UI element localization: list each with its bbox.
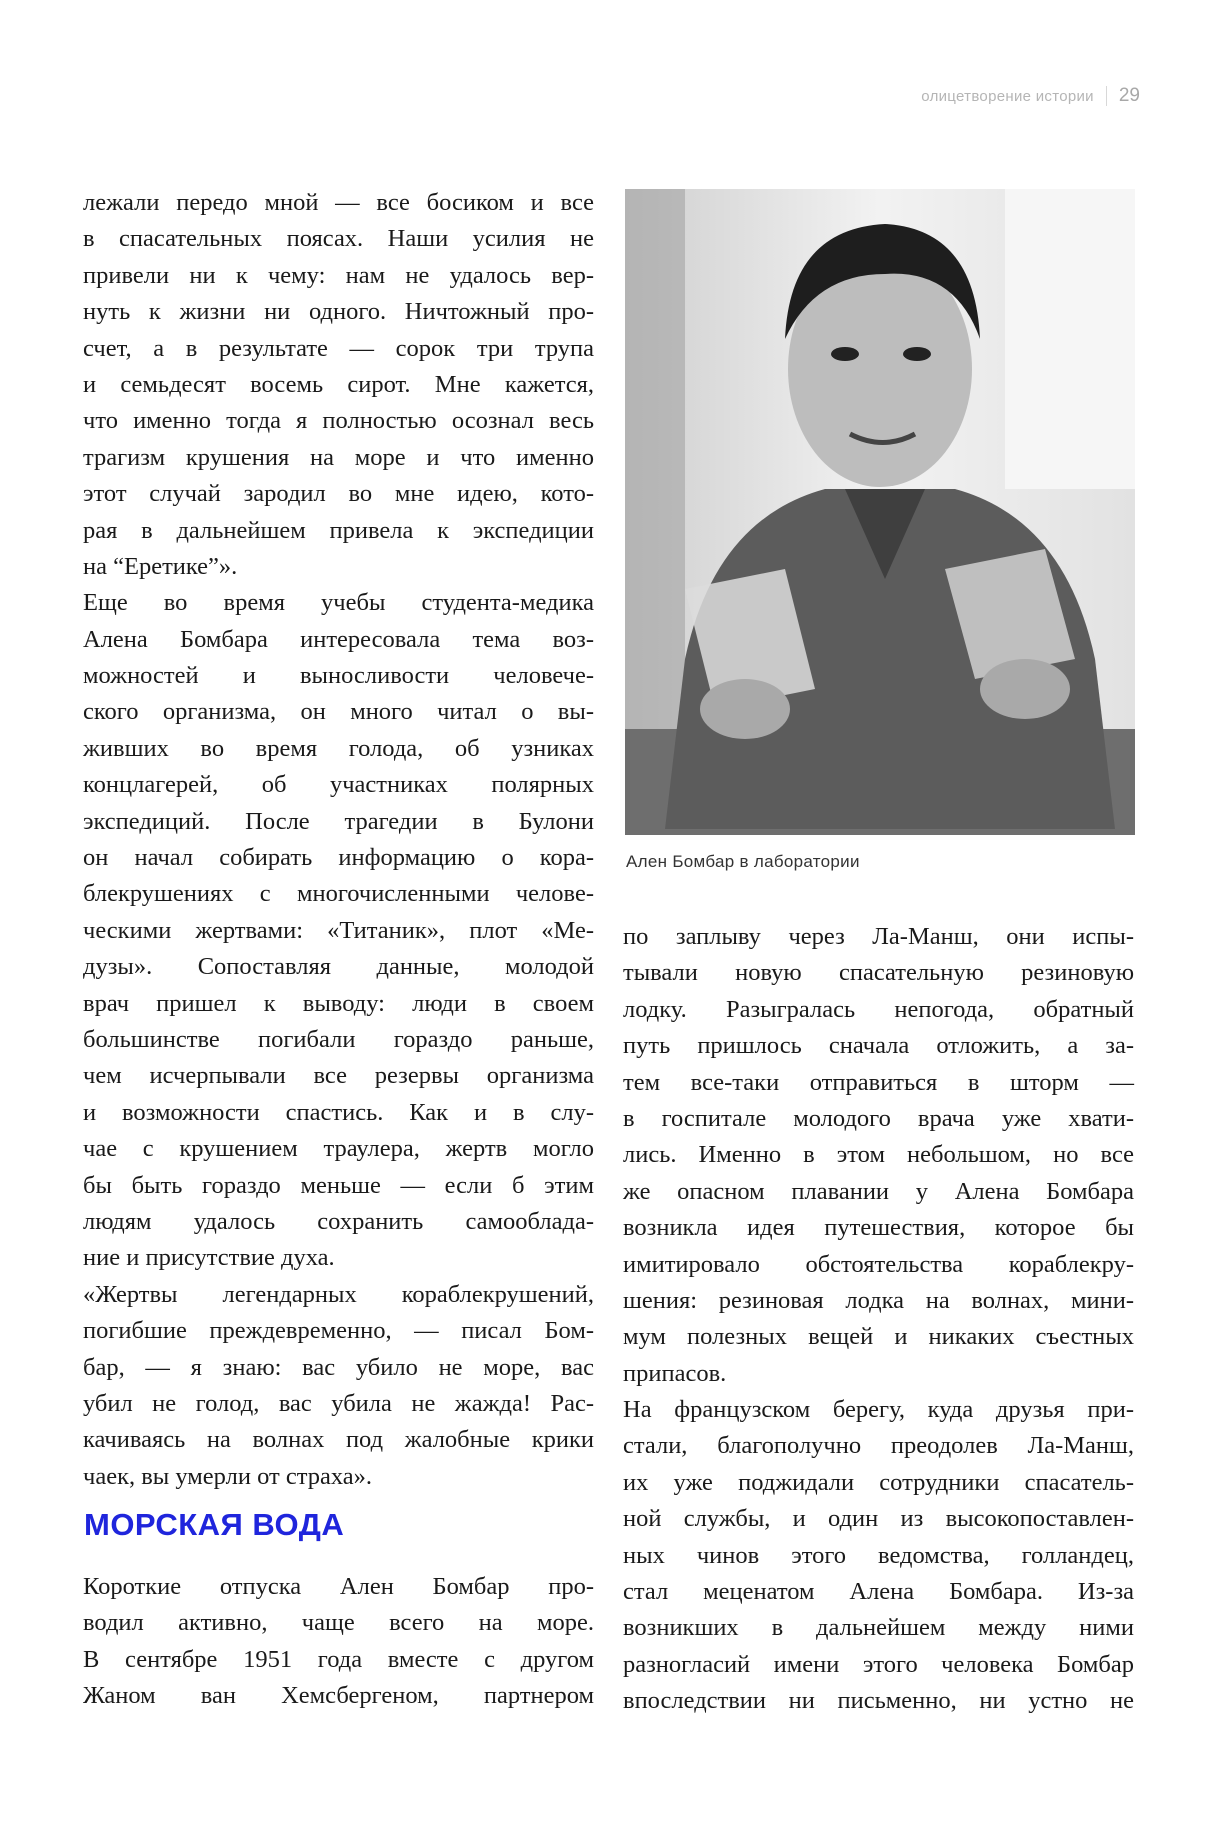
text-line: Еще во время учебы студента-медика	[83, 589, 594, 617]
paragraph	[83, 185, 594, 585]
text-line: чаек, вы умерли от страха».	[83, 1462, 373, 1490]
text-line: их уже поджидали сотрудники спасатель-	[623, 1468, 1134, 1496]
text-line: в госпитале молодого врача уже хвати-	[623, 1104, 1134, 1132]
text-line: ческими жертвами: «Титаник», плот «Ме-	[83, 916, 594, 944]
text-line: ных чинов этого ведомства, голландец,	[623, 1541, 1134, 1569]
left-column-top	[83, 185, 594, 1495]
text-line: погибшие преждевременно, — писал Бом-	[83, 1317, 594, 1345]
text-line: нуть к жизни ни одного. Ничтожный про-	[83, 298, 594, 326]
paragraph	[83, 585, 594, 1276]
page-number: 29	[1118, 85, 1140, 106]
portrait-photo	[625, 189, 1135, 835]
paragraph	[83, 1277, 594, 1495]
text-line: бар, — я знаю: вас убило не море, вас	[83, 1353, 594, 1381]
text-line: бы быть гораздо меньше — если б этим	[83, 1171, 594, 1199]
text-line: впоследствии ни письменно, ни устно не	[623, 1687, 1134, 1715]
text-line: можностей и выносливости человече-	[83, 662, 594, 690]
text-line: этот случай зародил во мне идею, кото-	[83, 480, 594, 508]
text-line: Алена Бомбара интересовала тема воз-	[83, 625, 594, 653]
text-line: стал меценатом Алена Бомбара. Из-за	[623, 1578, 1134, 1606]
text-line: людям удалось сохранить самооблада-	[83, 1207, 594, 1235]
separator	[1106, 86, 1107, 106]
photo-image	[625, 189, 1135, 835]
text-line: же опасном плавании у Алена Бомбара	[623, 1177, 1134, 1205]
text-line: качиваясь на волнах под жалобные крики	[83, 1426, 594, 1454]
text-line: и семьдесят восемь сирот. Мне кажется,	[83, 370, 594, 398]
text-line: Короткие отпуска Ален Бомбар про-	[83, 1573, 594, 1600]
text-line: экспедиций. После трагедии в Булони	[83, 807, 594, 835]
text-line: «Жертвы легендарных кораблекрушений,	[83, 1280, 594, 1308]
text-line: большинстве погибали гораздо раньше,	[83, 1025, 594, 1053]
text-line: ной службы, и один из высокопоставлен-	[623, 1505, 1134, 1533]
text-line: ние и присутствие духа.	[83, 1244, 335, 1272]
paragraph	[83, 1569, 594, 1715]
running-head	[850, 84, 1140, 108]
section-title: олицетворение истории	[921, 87, 1094, 105]
text-line: лежали передо мной — все босиком и все	[83, 189, 594, 216]
paragraph	[623, 919, 1134, 1392]
text-line: рая в дальнейшем привела к экспедиции	[83, 516, 594, 544]
text-line: живших во время голода, об узниках	[83, 734, 594, 762]
text-line: на “Еретике”».	[83, 552, 238, 580]
text-line: стали, благополучно преодолев Ла-Манш,	[623, 1432, 1134, 1460]
text-line: врач пришел к выводу: люди в своем	[83, 989, 594, 1017]
text-line: В сентябре 1951 года вместе с другом	[83, 1645, 594, 1673]
text-line: блекрушениях с многочисленными челове-	[83, 880, 594, 908]
text-line: разногласий имени этого человека Бомбар	[623, 1650, 1134, 1678]
text-line: мум полезных вещей и никаких съестных	[623, 1323, 1134, 1351]
text-line: возникших в дальнейшем между ними	[623, 1614, 1134, 1642]
text-line: привели ни к чему: нам не удалось вер-	[83, 261, 594, 289]
text-line: Жаном ван Хемсбергеном, партнером	[83, 1682, 594, 1710]
text-line: путь пришлось сначала отложить, а за-	[623, 1032, 1134, 1060]
text-line: ского организма, он много читал о вы-	[83, 698, 594, 726]
section-heading: МОРСКАЯ ВОДА	[84, 1507, 345, 1542]
text-line: он начал собирать информацию о кора-	[83, 844, 594, 872]
text-line: лись. Именно в этом небольшом, но все	[623, 1141, 1134, 1169]
text-line: концлагерей, об участниках полярных	[83, 771, 594, 799]
text-line: дузы». Сопоставляя данные, молодой	[83, 953, 594, 981]
text-line: и возможности спастись. Как и в слу-	[83, 1098, 594, 1126]
text-line: чем исчерпывали все резервы организма	[83, 1062, 594, 1090]
text-line: счет, а в результате — сорок три трупа	[83, 334, 594, 362]
text-line: тывали новую спасательную резиновую	[623, 959, 1134, 987]
text-line: возникла идея путешествия, которое бы	[623, 1214, 1134, 1242]
right-column	[623, 919, 1134, 1720]
text-line: чае с крушением траулера, жертв могло	[83, 1135, 594, 1163]
text-line: имитировало обстоятельства кораблекру-	[623, 1250, 1134, 1278]
text-line: лодку. Разыгралась непогода, обратный	[623, 995, 1134, 1023]
left-column-bottom	[83, 1569, 594, 1715]
text-line: припасов.	[623, 1359, 727, 1387]
text-line: в спасательных поясах. Наши усилия не	[83, 225, 594, 253]
text-line: по заплыву через Ла-Манш, они испы-	[623, 923, 1134, 950]
text-line: водил активно, чаще всего на море.	[83, 1609, 594, 1637]
text-line: тем все-таки отправиться в шторм —	[623, 1068, 1134, 1096]
text-line: трагизм крушения на море и что именно	[83, 443, 594, 471]
text-line: убил не голод, вас убила не жажда! Рас-	[83, 1389, 594, 1417]
text-line: На французском берегу, куда друзья при-	[623, 1396, 1134, 1424]
paragraph	[623, 1392, 1134, 1720]
text-line: шения: резиновая лодка на волнах, мини-	[623, 1286, 1134, 1314]
text-line: что именно тогда я полностью осознал весь	[83, 407, 594, 435]
photo-caption: Ален Бомбар в лаборатории	[626, 852, 860, 871]
